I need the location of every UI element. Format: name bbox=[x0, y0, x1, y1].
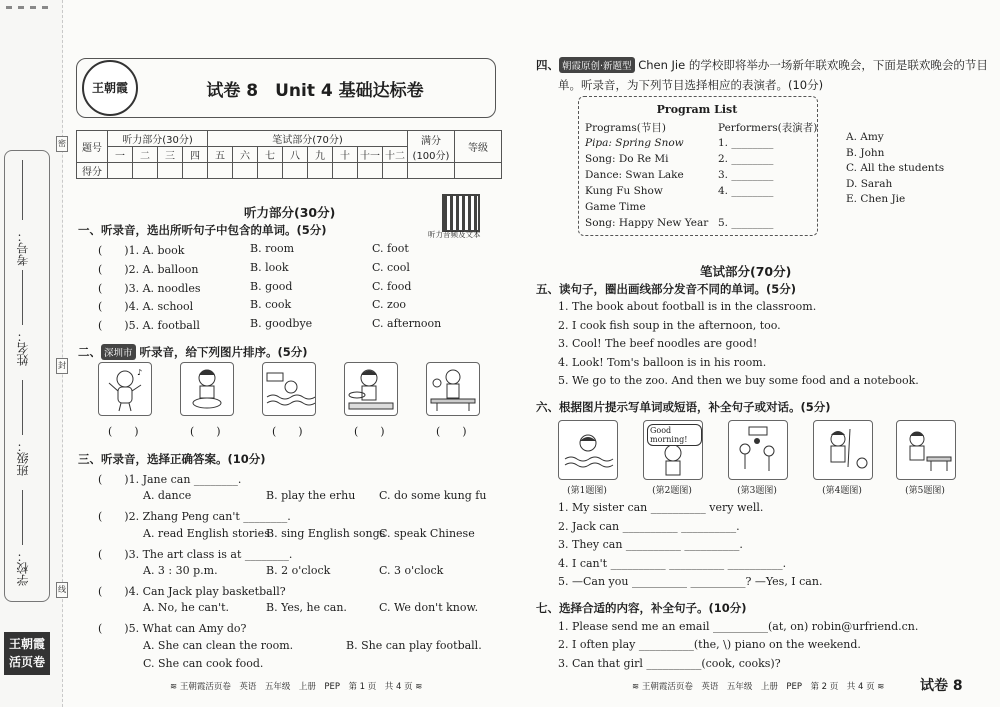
qr-caption: 听力音频及文本 bbox=[428, 230, 481, 239]
s7-item[interactable]: 2. I often play __________(the, \) piano on the weekend. bbox=[558, 638, 861, 651]
s3-q1: ( )1. Jane can ________. bbox=[98, 473, 242, 486]
performers-header: Performers(表演者) bbox=[718, 122, 818, 134]
score-input[interactable] bbox=[283, 163, 308, 179]
score-num: 五 bbox=[208, 147, 233, 163]
score-input[interactable] bbox=[183, 163, 208, 179]
section-2-text: 听录音，给下列图片排序。(5分) bbox=[139, 345, 308, 359]
s1-q2-c: C. cool bbox=[372, 261, 410, 274]
s3-q5-a: A. She can clean the room. bbox=[143, 639, 294, 652]
s1-q3-b: B. good bbox=[250, 280, 293, 293]
picture-astronaut bbox=[98, 362, 152, 416]
score-num: 六 bbox=[233, 147, 258, 163]
sheet-number: 试卷 8 bbox=[920, 678, 963, 694]
score-input[interactable] bbox=[358, 163, 383, 179]
section-4-line1 bbox=[536, 57, 988, 73]
performer-blank[interactable]: 2. ________ bbox=[718, 153, 774, 165]
program-item: Kung Fu Show bbox=[585, 185, 663, 197]
s1-q4-c: C. zoo bbox=[372, 298, 407, 311]
footer-right: ≋ 王朝霞活页卷 英语 五年级 上册 PEP 第 2 页 共 4 页 ≋ bbox=[632, 682, 885, 692]
s3-q5: ( )5. What can Amy do? bbox=[98, 622, 247, 635]
figure-caption: (第5题图) bbox=[905, 486, 945, 496]
answer-paren[interactable]: ( ) bbox=[354, 425, 385, 438]
score-input[interactable] bbox=[308, 163, 333, 179]
picture-boy-cooking bbox=[344, 362, 398, 416]
s1-q4-b: B. cook bbox=[250, 298, 292, 311]
score-num: 七 bbox=[258, 147, 283, 163]
s1-q2: ( )2. A. balloon bbox=[98, 263, 199, 276]
section-1-title: 一、听录音，选出所听句子中包含的单词。(5分) bbox=[78, 223, 327, 237]
score-input[interactable] bbox=[408, 163, 455, 179]
s1-q2-b: B. look bbox=[250, 261, 289, 274]
score-num: 十二 bbox=[383, 147, 408, 163]
s3-q5-c: C. She can cook food. bbox=[143, 657, 264, 670]
program-item: Dance: Swan Lake bbox=[585, 169, 684, 181]
class-field: 班级： bbox=[16, 440, 30, 476]
s3-q1-b: B. play the erhu bbox=[266, 489, 356, 502]
score-num: 二 bbox=[133, 147, 158, 163]
picture-swimming-girl bbox=[558, 420, 618, 480]
picture-table-tennis-boy bbox=[896, 420, 956, 480]
picture-basketball bbox=[728, 420, 788, 480]
answer-paren[interactable]: ( ) bbox=[108, 425, 139, 438]
picture-swimming bbox=[262, 362, 316, 416]
figure-caption: (第2题图) bbox=[652, 486, 692, 496]
score-table bbox=[76, 130, 502, 179]
s1-q1-c: C. foot bbox=[372, 242, 409, 255]
section-3-title: 三、听录音，选择正确答案。(10分) bbox=[78, 452, 266, 466]
score-num: 九 bbox=[308, 147, 333, 163]
program-list-title: Program List bbox=[656, 103, 738, 116]
s3-q3-c: C. 3 o'clock bbox=[379, 564, 444, 577]
listening-heading: 听力部分(30分) bbox=[244, 205, 336, 220]
region-tag: 深圳市 bbox=[101, 344, 136, 360]
score-input[interactable] bbox=[108, 163, 133, 179]
s6-item[interactable]: 4. I can't __________ __________ __________. bbox=[558, 557, 787, 570]
s5-item: 4. Look! Tom's balloon is in his room. bbox=[558, 356, 767, 369]
section-7-title: 七、选择合适的内容，补全句子。(10分) bbox=[536, 601, 747, 615]
score-input[interactable] bbox=[333, 163, 358, 179]
s1-q3-c: C. food bbox=[372, 280, 412, 293]
seal-xian: 线 bbox=[56, 582, 68, 598]
s3-q2-b: B. sing English songs bbox=[266, 527, 386, 540]
score-cell-listening: 听力部分(30分) bbox=[108, 131, 208, 147]
brand-tile: 王朝霞 活页卷 bbox=[4, 632, 50, 675]
answer-paren[interactable]: ( ) bbox=[272, 425, 303, 438]
score-num: 三 bbox=[158, 147, 183, 163]
program-item: Pipa: Spring Snow bbox=[585, 137, 684, 149]
s7-item[interactable]: 1. Please send me an email __________(at, on) robin@urfriend.cn. bbox=[558, 620, 919, 633]
performer-option: C. All the students bbox=[846, 162, 945, 174]
score-num: 四 bbox=[183, 147, 208, 163]
s1-q3: ( )3. A. noodles bbox=[98, 282, 201, 295]
answer-paren[interactable]: ( ) bbox=[436, 425, 467, 438]
score-input[interactable] bbox=[258, 163, 283, 179]
score-cell-label: 题号 bbox=[77, 131, 108, 163]
seal-mi: 密 bbox=[56, 136, 68, 152]
s5-item: 2. I cook fish soup in the afternoon, too. bbox=[558, 319, 781, 332]
score-cell-grade: 等级 bbox=[455, 131, 502, 163]
s1-q4: ( )4. A. school bbox=[98, 300, 194, 313]
s3-q3: ( )3. The art class is at ________. bbox=[98, 548, 293, 561]
score-cell-full: 满分 (100分) bbox=[408, 131, 455, 163]
section-4-prefix: 四、 bbox=[536, 58, 559, 72]
picture-good-morning bbox=[643, 420, 703, 480]
picture-erhu-girl bbox=[813, 420, 873, 480]
performer-blank[interactable]: 3. ________ bbox=[718, 169, 774, 181]
s3-q1-c: C. do some kung fu bbox=[379, 489, 487, 502]
s1-q1: ( )1. A. book bbox=[98, 244, 185, 257]
s3-q3-a: A. 3 : 30 p.m. bbox=[143, 564, 218, 577]
performer-blank[interactable]: 1. ________ bbox=[718, 137, 774, 149]
svg-text:♪: ♪ bbox=[137, 368, 143, 377]
exam-number-field: 考号： bbox=[16, 230, 30, 266]
s3-q4-c: C. We don't know. bbox=[379, 601, 479, 614]
s6-item[interactable]: 5. —Can you __________ __________? —Yes, I can. bbox=[558, 575, 823, 588]
s3-q2-c: C. speak Chinese bbox=[379, 527, 475, 540]
s3-q2: ( )2. Zhang Peng can't ________. bbox=[98, 510, 291, 523]
program-item: Game Time bbox=[585, 201, 646, 213]
program-item: Song: Do Re Mi bbox=[585, 153, 669, 165]
section-5-title: 五、读句子，圈出画线部分发音不同的单词。(5分) bbox=[536, 282, 797, 296]
binding-strip bbox=[0, 0, 63, 707]
s3-q3-b: B. 2 o'clock bbox=[266, 564, 331, 577]
school-line bbox=[22, 490, 23, 545]
performer-blank[interactable]: 5. ________ bbox=[718, 217, 774, 229]
binding-frame bbox=[4, 150, 50, 602]
section-6-title: 六、根据图片提示写单词或短语，补全句子或对话。(5分) bbox=[536, 400, 831, 414]
s5-item: 5. We go to the zoo. And then we buy some food and a notebook. bbox=[558, 374, 919, 387]
s5-item: 3. Cool! The beef noodles are good! bbox=[558, 337, 758, 350]
score-input[interactable] bbox=[208, 163, 233, 179]
binding-holes bbox=[6, 6, 50, 9]
s5-item: 1. The book about football is in the classroom. bbox=[558, 300, 817, 313]
figure-caption: (第3题图) bbox=[737, 486, 777, 496]
performer-option: D. Sarah bbox=[846, 178, 893, 190]
s7-item[interactable]: 3. Can that girl __________(cook, cooks)? bbox=[558, 657, 781, 670]
score-num: 一 bbox=[108, 147, 133, 163]
section-2-prefix: 二、 bbox=[78, 345, 101, 359]
s1-q1-b: B. room bbox=[250, 242, 295, 255]
s1-q5: ( )5. A. football bbox=[98, 319, 200, 332]
exam-number-line bbox=[22, 160, 23, 220]
figure-caption: (第4题图) bbox=[822, 486, 862, 496]
s3-q2-a: A. read English stories bbox=[143, 527, 270, 540]
footer-left: ≋ 王朝霞活页卷 英语 五年级 上册 PEP 第 1 页 共 4 页 ≋ bbox=[170, 682, 423, 692]
answer-paren[interactable]: ( ) bbox=[190, 425, 221, 438]
score-input[interactable] bbox=[133, 163, 158, 179]
performer-option: E. Chen Jie bbox=[846, 193, 906, 205]
s3-q5-b: B. She can play football. bbox=[346, 639, 482, 652]
original-tag: 朝霞原创·新题型 bbox=[559, 57, 635, 73]
picture-ping-pong bbox=[426, 362, 480, 416]
score-cell-written: 笔试部分(70分) bbox=[208, 131, 408, 147]
s1-q5-b: B. goodbye bbox=[250, 317, 313, 330]
school-field: 学校： bbox=[16, 550, 30, 586]
picture-girl-cooking bbox=[180, 362, 234, 416]
score-num: 十 bbox=[333, 147, 358, 163]
s3-q4: ( )4. Can Jack play basketball? bbox=[98, 585, 286, 598]
score-input[interactable] bbox=[158, 163, 183, 179]
name-field: 姓名： bbox=[16, 330, 30, 366]
s3-q4-a: A. No, he can't. bbox=[143, 601, 230, 614]
s3-q1-a: A. dance bbox=[143, 489, 192, 502]
name-line bbox=[22, 270, 23, 325]
written-heading: 笔试部分(70分) bbox=[700, 264, 792, 279]
seal-feng: 封 bbox=[56, 358, 68, 374]
s6-item[interactable]: 3. They can __________ __________. bbox=[558, 538, 743, 551]
program-item: Song: Happy New Year bbox=[585, 217, 709, 229]
score-num: 八 bbox=[283, 147, 308, 163]
performer-blank[interactable]: 4. ________ bbox=[718, 185, 774, 197]
score-input[interactable] bbox=[233, 163, 258, 179]
s3-q4-b: B. Yes, he can. bbox=[266, 601, 347, 614]
speech-bubble: Good morning! bbox=[647, 424, 702, 446]
section-2-title bbox=[78, 344, 308, 360]
figure-caption: (第1题图) bbox=[567, 486, 607, 496]
score-num: 十一 bbox=[358, 147, 383, 163]
programs-header: Programs(节目) bbox=[585, 122, 666, 134]
class-line bbox=[22, 380, 23, 435]
brand-logo: 王朝霞 bbox=[82, 60, 138, 116]
score-row-label: 得分 bbox=[77, 163, 108, 179]
performer-option: A. Amy bbox=[846, 131, 884, 143]
s6-item[interactable]: 1. My sister can __________ very well. bbox=[558, 501, 764, 514]
score-input[interactable] bbox=[383, 163, 408, 179]
score-input[interactable] bbox=[455, 163, 502, 179]
s6-item[interactable]: 2. Jack can __________ __________. bbox=[558, 520, 740, 533]
page-title: 试卷 8 Unit 4 基础达标卷 bbox=[206, 81, 424, 101]
section-4-line2: 单。听录音，为下列节目选择相应的表演者。(10分) bbox=[558, 78, 824, 92]
program-list-box bbox=[578, 96, 818, 236]
performer-option: B. John bbox=[846, 147, 885, 159]
qr-code-icon[interactable] bbox=[442, 194, 480, 232]
section-4-intro: Chen Jie 的学校即将举办一场新年联欢晚会，下面是联欢晚会的节目 bbox=[638, 58, 988, 72]
s1-q5-c: C. afternoon bbox=[372, 317, 442, 330]
